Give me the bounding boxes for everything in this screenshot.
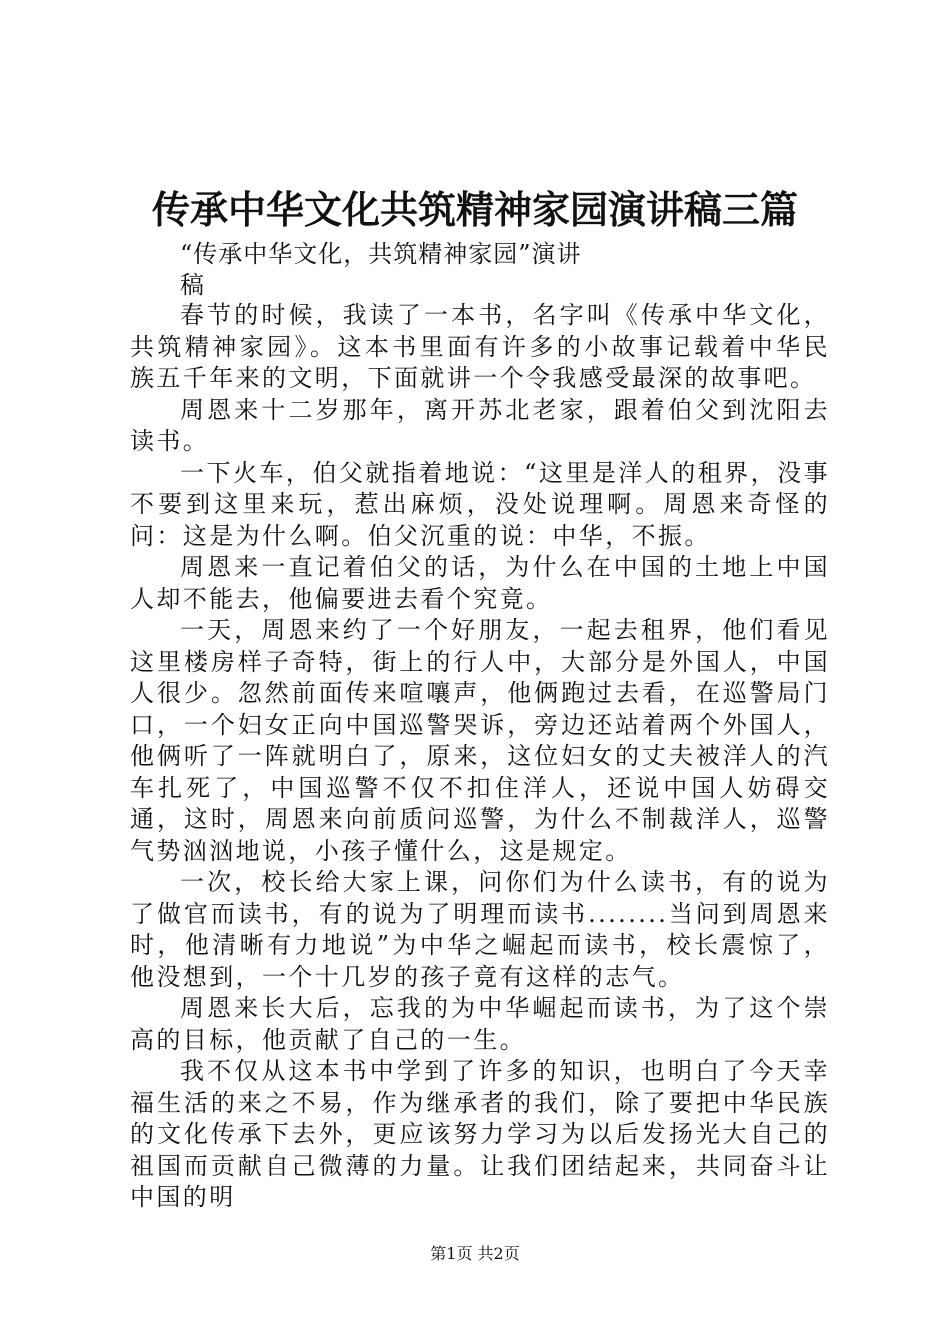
- paragraph: 一天，周恩来约了一个好朋友，一起去租界，他们看见这里楼房样子奇特，街上的行人中，大部分是外国人，中国人很少。忽然前面传来喧嚷声，他俩跑过去看，在巡警局门口，一个妇女正向中国巡警哭诉，旁边还站着两个外国人，他俩听了一阵就明白了，原来，这位妇女的丈夫被洋人的汽车扎死了，中国巡警不仅不扣住洋人，还说中国人妨碍交通，这时，周恩来向前质问巡警，为什么不制裁洋人，巡警气势汹汹地说，小孩子懂什么，这是规定。: [130, 616, 830, 865]
- subtitle-line-1: “传承中华文化，共筑精神家园”演讲: [180, 240, 582, 268]
- document-body: [130, 300, 830, 1214]
- paragraph: 周恩来一直记着伯父的话，为什么在中国的土地上中国人却不能去，他偏要进去看个究竟。: [130, 553, 830, 613]
- paragraph: 周恩来十二岁那年，离开苏北老家，跟着伯父到沈阳去读书。: [130, 395, 830, 455]
- page-footer: 第1页 共2页: [430, 1244, 520, 1263]
- subtitle-line-2: 稿: [180, 271, 204, 299]
- paragraph: 我不仅从这本书中学到了许多的知识，也明白了今天幸福生活的来之不易，作为继承者的我们，除了要把中华民族的文化传承下去外，更应该努力学习为以后发扬光大自己的祖国而贡献自己微薄的力量。让我们团结起来，共同奋斗让中国的明: [130, 1057, 830, 1211]
- paragraph: 一下火车，伯父就指着地说：“这里是洋人的租界，没事不要到这里来玩，惹出麻烦，没处说理啊。周恩来奇怪的问：这是为什么啊。伯父沉重的说：中华，不振。: [130, 458, 830, 550]
- paragraph: 一次，校长给大家上课，问你们为什么读书，有的说为了做官而读书，有的说为了明理而读书........当问到周恩来时，他清晰有力地说”为中华之崛起而读书，校长震惊了，他没想到，一个十几岁的孩子竟有这样的志气。: [130, 868, 830, 991]
- document-title: 传承中华文化共筑精神家园演讲稿三篇: [151, 187, 798, 232]
- paragraph: 周恩来长大后，忘我的为中华崛起而读书，为了这个崇高的目标，他贡献了自己的一生。: [130, 994, 830, 1054]
- paragraph: 春节的时候，我读了一本书，名字叫《传承中华文化，共筑精神家园》。这本书里面有许多的小故事记载着中华民族五千年来的文明，下面就讲一个令我感受最深的故事吧。: [130, 301, 830, 392]
